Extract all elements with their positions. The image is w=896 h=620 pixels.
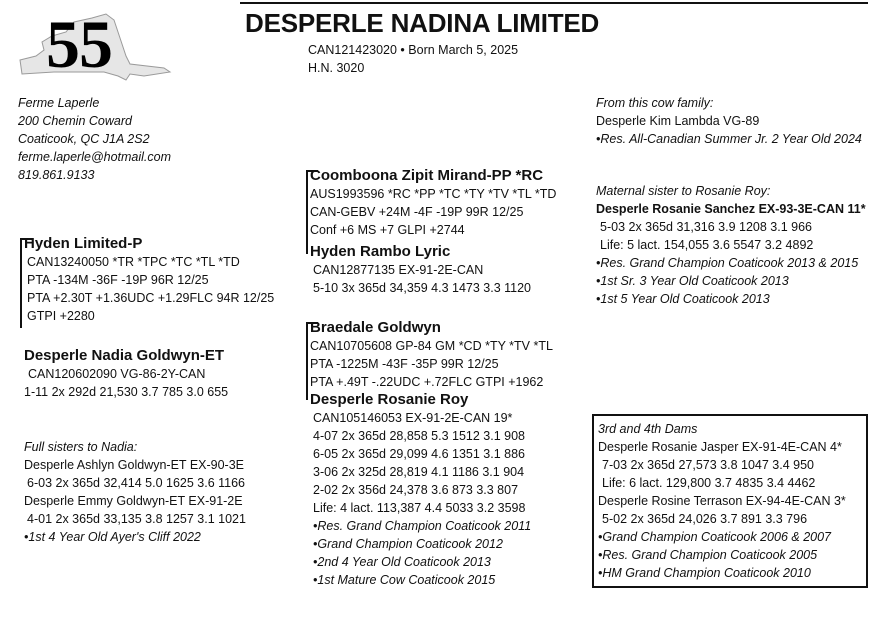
cow-family-name: Desperle Kim Lambda VG-89 [596, 114, 760, 128]
maternal-sister-name: Desperle Rosanie Sanchez EX-93-3E-CAN 11* [596, 202, 866, 216]
maternal-granddam-award: •1st Mature Cow Coaticook 2015 [313, 573, 496, 587]
consignor-farm: Ferme Laperle [18, 96, 100, 110]
paternal-grandsire-detail: Conf +6 MS +7 GLPI +2744 [310, 223, 465, 237]
third-dam-lifetime: Life: 6 lact. 129,800 3.7 4835 3.4 4462 [602, 476, 816, 490]
maternal-granddam-record: 3-06 2x 325d 28,819 4.1 1186 3.1 904 [313, 465, 525, 479]
third-fourth-dams-box [592, 414, 868, 588]
maternal-sister-award: •1st 5 Year Old Coaticook 2013 [596, 292, 770, 306]
maternal-grandsire-detail: CAN10705608 GP-84 GM *CD *TY *TV *TL [310, 339, 553, 353]
maternal-granddam-record: 4-07 2x 365d 28,858 5.3 1512 3.1 908 [313, 429, 525, 443]
maternal-sister-record: 5-03 2x 365d 31,316 3.9 1208 3.1 966 [600, 220, 812, 234]
dam-detail: CAN120602090 VG-86-2Y-CAN [28, 367, 206, 381]
consignor-city: Coaticook, QC J1A 2S2 [18, 132, 150, 146]
sire-name: Hyden Limited-P [24, 235, 143, 252]
fourth-dam-award: •Res. Grand Champion Coaticook 2005 [598, 548, 818, 562]
maternal-grandsire-detail: PTA +.49T -.22UDC +.72FLC GTPI +1962 [310, 375, 544, 389]
paternal-grandsire-detail: CAN-GEBV +24M -4F -19P 99R 12/25 [310, 205, 524, 219]
sire-detail: GTPI +2280 [27, 309, 95, 323]
dam-section [24, 346, 228, 401]
maternal-granddam-award: •Grand Champion Coaticook 2012 [313, 537, 503, 551]
cow-family-heading: From this cow family: [596, 96, 714, 110]
full-sisters-heading: Full sisters to Nadia: [24, 440, 138, 454]
third-dam-record: 7-03 2x 365d 27,573 3.8 1047 3.4 950 [602, 458, 814, 472]
dam-name: Desperle Nadia Goldwyn-ET [24, 347, 225, 364]
maternal-granddam-award: •2nd 4 Year Old Coaticook 2013 [313, 555, 491, 569]
maternal-grandsire-section [310, 318, 553, 391]
maternal-granddam-award: •Res. Grand Champion Coaticook 2011 [313, 519, 532, 533]
full-sister-name: Desperle Ashlyn Goldwyn-ET EX-90-3E [24, 458, 245, 472]
paternal-grandsire-detail: AUS1993596 *RC *PP *TC *TY *TV *TL *TD [310, 187, 557, 201]
page-title: DESPERLE NADINA LIMITED [245, 8, 600, 38]
paternal-grandsire-name: Coomboona Zipit Mirand-PP *RC [310, 167, 544, 184]
lot-number: 55 [46, 6, 112, 82]
paternal-grandsire-section [310, 166, 556, 239]
sire-detail: PTA +2.30T +1.36UDC +1.29FLC 94R 12/25 [27, 291, 275, 305]
maternal-granddam-record: 6-05 2x 365d 29,099 4.6 1351 3.1 886 [313, 447, 525, 461]
paternal-granddam-detail: CAN12877135 EX-91-2E-CAN [313, 263, 484, 277]
cow-family-section [596, 94, 862, 148]
maternal-grandsire-name: Braedale Goldwyn [310, 319, 441, 336]
dam-record: 1-11 2x 292d 21,530 3.7 785 3.0 655 [24, 385, 229, 399]
herd-number: H.N. 3020 [308, 61, 365, 75]
fourth-dam-name: Desperle Rosine Terrason EX-94-4E-CAN 3* [598, 494, 846, 508]
sire-section [24, 234, 274, 325]
maternal-granddam-name: Desperle Rosanie Roy [310, 391, 469, 408]
fourth-dam-award: •Grand Champion Coaticook 2006 & 2007 [598, 530, 831, 544]
full-sister-record: 4-01 2x 365d 33,135 3.8 1257 3.1 1021 [27, 512, 246, 526]
fourth-dam-award: •HM Grand Champion Coaticook 2010 [598, 566, 811, 580]
sire-detail: PTA -134M -36F -19P 96R 12/25 [27, 273, 209, 287]
fourth-dam-record: 5-02 2x 365d 24,026 3.7 891 3.3 796 [602, 512, 808, 526]
full-sisters-section [24, 438, 246, 546]
registration-line: CAN121423020 • Born March 5, 2025 [308, 43, 519, 57]
consignor-street: 200 Chemin Coward [18, 114, 132, 128]
maternal-sister-award: •1st Sr. 3 Year Old Coaticook 2013 [596, 274, 789, 288]
header-rule [240, 2, 868, 4]
paternal-granddam-record: 5-10 3x 365d 34,359 4.3 1473 3.3 1120 [313, 281, 532, 295]
dams-heading: 3rd and 4th Dams [598, 422, 698, 436]
maternal-grandsire-detail: PTA -1225M -43F -35P 99R 12/25 [310, 357, 499, 371]
maternal-sister-section [596, 182, 866, 308]
maternal-granddam-detail: CAN105146053 EX-91-2E-CAN 19* [313, 411, 513, 425]
maternal-sister-lifetime: Life: 5 lact. 154,055 3.6 5547 3.2 4892 [600, 238, 814, 252]
paternal-granddam-section [310, 242, 531, 297]
maternal-sister-heading: Maternal sister to Rosanie Roy: [596, 184, 771, 198]
full-sister-record: 6-03 2x 365d 32,414 5.0 1625 3.6 1166 [27, 476, 246, 490]
maternal-granddam-lifetime: Life: 4 lact. 113,387 4.4 5033 3.2 3598 [313, 501, 526, 515]
third-dam-name: Desperle Rosanie Jasper EX-91-4E-CAN 4* [598, 440, 842, 454]
consignor-email: ferme.laperle@hotmail.com [18, 150, 172, 164]
consignor-phone: 819.861.9133 [18, 168, 95, 182]
maternal-granddam-section [310, 390, 531, 589]
cow-family-note: •Res. All-Canadian Summer Jr. 2 Year Old 2024 [596, 132, 862, 146]
sire-detail: CAN13240050 *TR *TPC *TC *TL *TD [27, 255, 240, 269]
paternal-granddam-name: Hyden Rambo Lyric [310, 243, 451, 260]
consignor-address [18, 94, 171, 184]
full-sister-name: Desperle Emmy Goldwyn-ET EX-91-2E [24, 494, 243, 508]
maternal-sister-award: •Res. Grand Champion Coaticook 2013 & 2015 [596, 256, 859, 270]
full-sister-award: •1st 4 Year Old Ayer's Cliff 2022 [24, 530, 201, 544]
maternal-granddam-record: 2-02 2x 356d 24,378 3.6 873 3.3 807 [313, 483, 519, 497]
